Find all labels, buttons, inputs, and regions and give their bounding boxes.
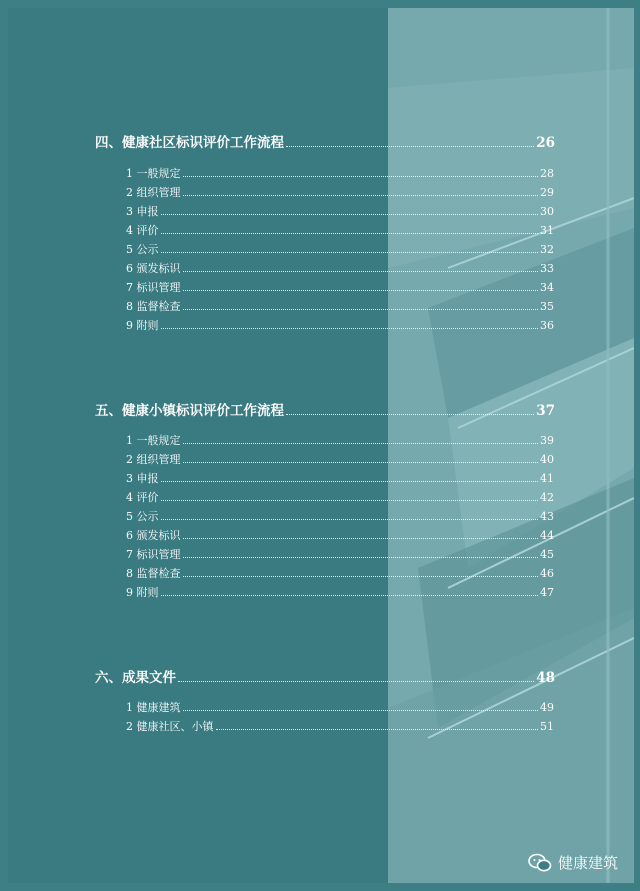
item-page: 46 bbox=[540, 567, 554, 580]
dot-leader bbox=[161, 328, 539, 329]
item-page: 33 bbox=[540, 262, 554, 275]
dot-leader bbox=[183, 443, 539, 444]
dot-leader bbox=[161, 481, 539, 482]
item-page: 31 bbox=[540, 224, 554, 237]
dot-leader bbox=[161, 233, 539, 234]
item-page: 42 bbox=[540, 491, 554, 504]
section-title: 六、成果文件 bbox=[95, 670, 176, 686]
item-page: 41 bbox=[540, 472, 554, 485]
item-page: 35 bbox=[540, 300, 554, 313]
dot-leader bbox=[178, 681, 534, 682]
item-label: 1 一般规定 bbox=[126, 434, 181, 447]
item-label: 7 标识管理 bbox=[126, 281, 181, 294]
dot-leader bbox=[183, 538, 539, 539]
dot-leader bbox=[183, 576, 539, 577]
dot-leader bbox=[183, 462, 539, 463]
item-label: 8 监督检查 bbox=[126, 300, 181, 313]
item-label: 8 监督检查 bbox=[126, 567, 181, 580]
toc-item[interactable] bbox=[126, 165, 554, 181]
dot-leader bbox=[216, 729, 539, 730]
toc-item[interactable] bbox=[126, 508, 554, 524]
dot-leader bbox=[183, 195, 539, 196]
item-page: 28 bbox=[540, 167, 554, 180]
item-label: 4 评价 bbox=[126, 491, 159, 504]
section-page: 37 bbox=[536, 403, 555, 419]
toc-item[interactable] bbox=[126, 565, 554, 581]
wechat-watermark bbox=[528, 852, 618, 873]
item-page: 34 bbox=[540, 281, 554, 294]
item-label: 5 公示 bbox=[126, 243, 159, 256]
item-label: 5 公示 bbox=[126, 510, 159, 523]
item-page: 47 bbox=[540, 586, 554, 599]
dot-leader bbox=[183, 557, 539, 558]
item-page: 32 bbox=[540, 243, 554, 256]
item-page: 43 bbox=[540, 510, 554, 523]
item-page: 45 bbox=[540, 548, 554, 561]
toc-item[interactable] bbox=[126, 527, 554, 543]
item-label: 2 组织管理 bbox=[126, 186, 181, 199]
item-label: 4 评价 bbox=[126, 224, 159, 237]
dot-leader bbox=[161, 519, 539, 520]
item-page: 51 bbox=[540, 720, 554, 733]
wechat-icon bbox=[528, 853, 552, 873]
toc-section-6[interactable] bbox=[95, 666, 555, 686]
item-page: 30 bbox=[540, 205, 554, 218]
section-title: 五、健康小镇标识评价工作流程 bbox=[95, 403, 284, 419]
dot-leader bbox=[161, 214, 539, 215]
toc-item[interactable] bbox=[126, 241, 554, 257]
item-label: 9 附则 bbox=[126, 319, 159, 332]
toc-item[interactable] bbox=[126, 584, 554, 600]
toc-item[interactable] bbox=[126, 699, 554, 715]
dot-leader bbox=[161, 595, 539, 596]
toc-section-4[interactable] bbox=[95, 131, 555, 151]
toc-item[interactable] bbox=[126, 203, 554, 219]
toc-section-5[interactable] bbox=[95, 399, 555, 419]
dot-leader bbox=[183, 290, 539, 291]
dot-leader bbox=[183, 176, 539, 177]
item-label: 1 一般规定 bbox=[126, 167, 181, 180]
toc-item[interactable] bbox=[126, 432, 554, 448]
toc-item[interactable] bbox=[126, 489, 554, 505]
section-page: 26 bbox=[536, 135, 555, 151]
item-page: 44 bbox=[540, 529, 554, 542]
item-label: 2 组织管理 bbox=[126, 453, 181, 466]
item-label: 3 申报 bbox=[126, 472, 159, 485]
dot-leader bbox=[183, 271, 539, 272]
item-page: 39 bbox=[540, 434, 554, 447]
dot-leader bbox=[286, 414, 534, 415]
dot-leader bbox=[161, 500, 539, 501]
toc-item[interactable] bbox=[126, 470, 554, 486]
item-page: 40 bbox=[540, 453, 554, 466]
section-title: 四、健康社区标识评价工作流程 bbox=[95, 135, 284, 151]
toc-item[interactable] bbox=[126, 222, 554, 238]
item-page: 36 bbox=[540, 319, 554, 332]
item-label: 6 颁发标识 bbox=[126, 529, 181, 542]
toc-item[interactable] bbox=[126, 184, 554, 200]
dot-leader bbox=[183, 710, 539, 711]
toc-item[interactable] bbox=[126, 546, 554, 562]
item-label: 3 申报 bbox=[126, 205, 159, 218]
dot-leader bbox=[286, 146, 534, 147]
toc-item[interactable] bbox=[126, 451, 554, 467]
item-label: 7 标识管理 bbox=[126, 548, 181, 561]
item-page: 29 bbox=[540, 186, 554, 199]
toc-item[interactable] bbox=[126, 317, 554, 333]
toc-item[interactable] bbox=[126, 279, 554, 295]
toc-item[interactable] bbox=[126, 718, 554, 734]
watermark-text: 健康建筑 bbox=[558, 854, 619, 872]
item-label: 1 健康建筑 bbox=[126, 701, 181, 714]
section-page: 48 bbox=[536, 670, 555, 686]
toc-item[interactable] bbox=[126, 260, 554, 276]
toc-item[interactable] bbox=[126, 298, 554, 314]
item-label: 2 健康社区、小镇 bbox=[126, 720, 214, 733]
item-label: 9 附则 bbox=[126, 586, 159, 599]
dot-leader bbox=[183, 309, 539, 310]
item-page: 49 bbox=[540, 701, 554, 714]
item-label: 6 颁发标识 bbox=[126, 262, 181, 275]
dot-leader bbox=[161, 252, 539, 253]
